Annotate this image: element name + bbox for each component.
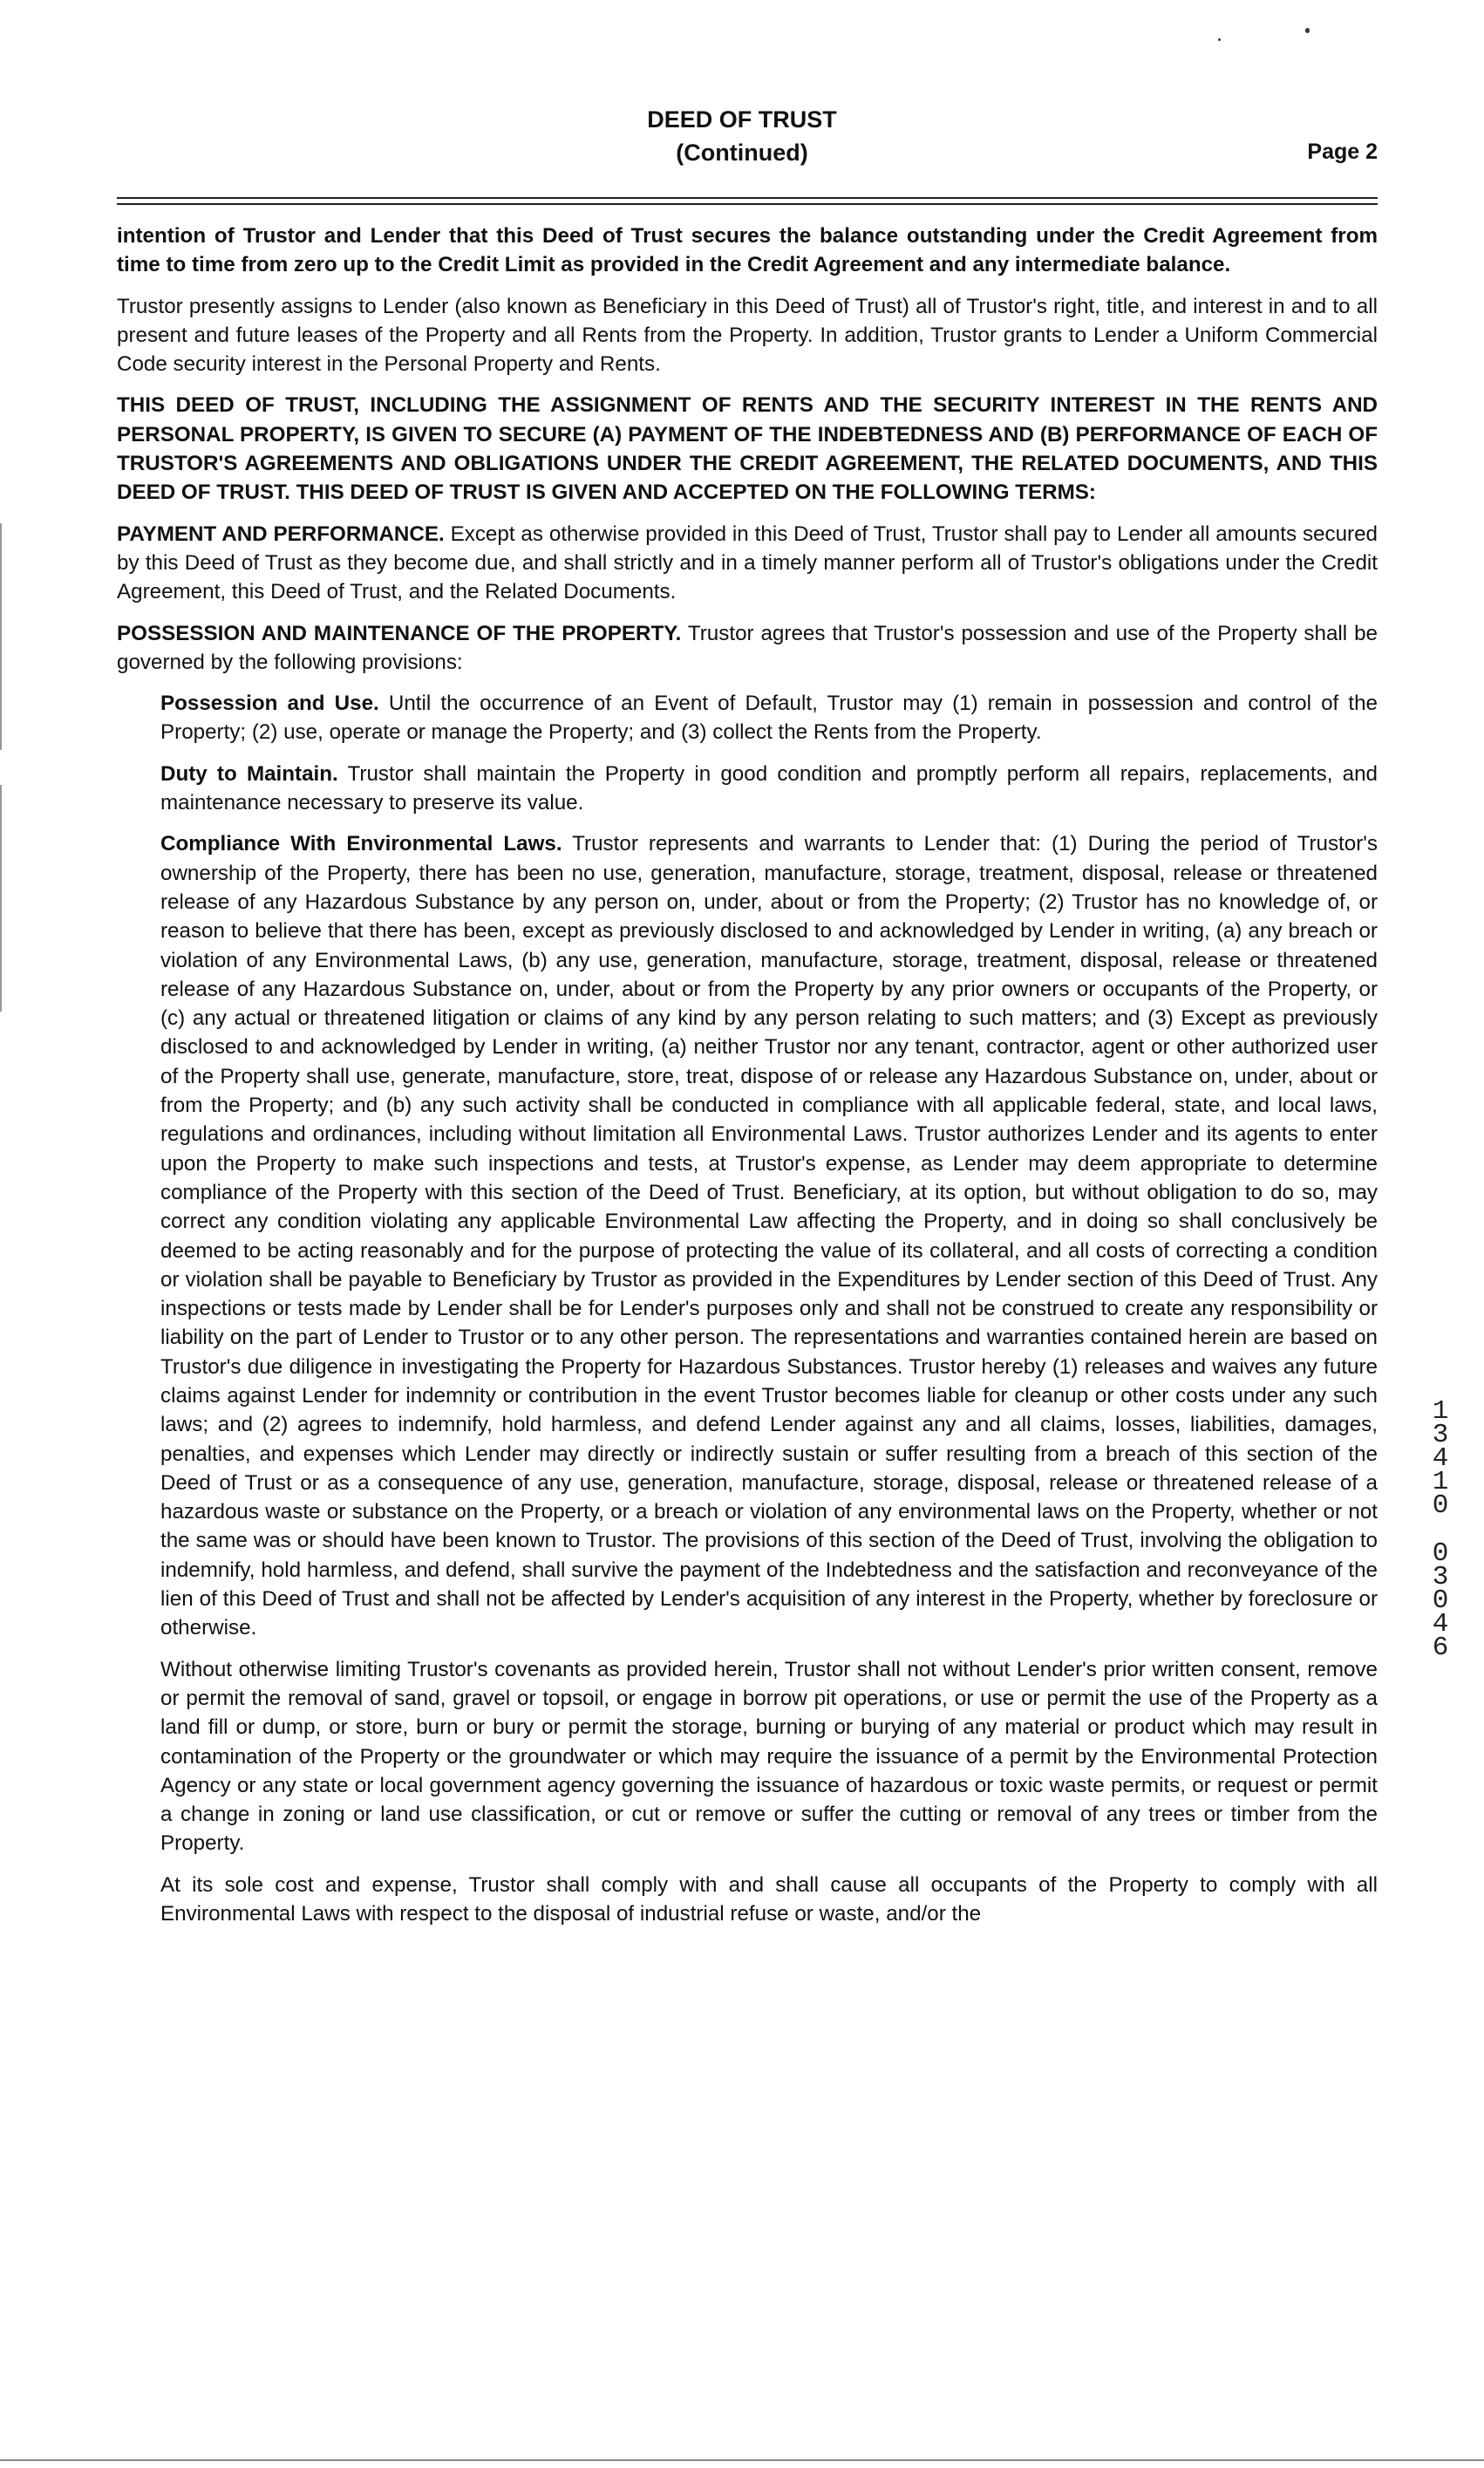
stamp-digit: 3 [1432,1420,1449,1450]
header-rule-top [117,197,1378,199]
section-text: Trustor agrees that Trustor's possession and use of the Property shall be governed by the following provisions: [117,621,1378,674]
paragraph-duty-to-maintain [117,760,1378,818]
paragraph-terms-heading: THIS DEED OF TRUST, INCLUDING THE ASSIGNMENT OF RENTS AND THE SECURITY INTEREST IN THE RENTS AND PERSONAL PROPERTY, IS GIVEN TO SECURE (A) PAYMENT OF THE INDEBTEDNESS AND (B) PERFORMANCE OF EACH OF TRUSTOR'S AGREEMENTS AND OBLIGATIONS UNDER THE CREDIT AGREEMENT, THE RELATED DOCUMENTS, AND THIS DEED OF TRUST. THIS DEED OF TRUST IS GIVEN AND ACCEPTED ON THE FOLLOWING TERMS: [117,393,1378,505]
margin-recording-stamp [1423,1396,1458,1663]
paragraph-cost-expense: At its sole cost and expense, Trustor shall comply with and shall cause all occupants of the Property to comply with all Environmental Laws with respect to the disposal of industrial refuse or waste, and/or the [160,1872,1378,1926]
subsection-text: Trustor shall maintain the Property in good condition and promptly perform all repairs, replacements, and maintenance necessary to preserve its value. [160,761,1378,815]
document-subtitle: (Continued) [676,140,808,166]
paragraph-environmental-compliance [117,829,1378,1642]
paragraph-possession-maintenance [117,619,1378,678]
section-text: Except as otherwise provided in this Deed of Trust, Trustor shall pay to Lender all amounts secured by this Deed of Trust as they become due, and shall strictly and in a timely manner perform all of Trustor's obligations under the Credit Agreement, this Deed of Trust, and the Related Documents. [117,522,1378,604]
scan-bottom-edge [0,2459,1484,2461]
stamp-digit: 4 [1432,1443,1449,1474]
page-number: Page 2 [1307,140,1378,164]
subsection-heading: Compliance With Environmental Laws. [160,832,562,856]
scan-edge-line [0,523,2,750]
document-title: DEED OF TRUST [647,106,837,133]
paragraph-payment-performance [117,520,1378,607]
scan-speck [1218,38,1221,41]
stamp-digit: 0 [1432,1585,1449,1616]
paragraph-assignment: Trustor presently assigns to Lender (also known as Beneficiary in this Deed of Trust) all of Trustor's right, title, and interest in and to all present and future leases of the Property and all Rents from the Property. In addition, Trustor grants to Lender a Uniform Commercial Code security interest in the Personal Property and Rents. [117,294,1378,377]
subsection-text: Trustor represents and warrants to Lender that: (1) During the period of Trustor's ownership of the Property, there has been no use, generation, manufacture, storage, treatment, disposal, release or threatened release of any Hazardous Substance by any person on, under, about or from the Property; (2) Trustor has no knowledge of, or reason to believe that there has been, except as previously disclosed to and acknowledged by Lender in writing, (a) any breach or violation of any Environmental Laws, (b) any use, generation, manufacture, storage, treatment, disposal, release or threatened release of any Hazardous Substance on, under, about or from the Property by any prior owners or occupants of the Property, or (c) any actual or threatened litigation or claims of any kind by any person relating to such matters; and (3) Except as previously disclosed to and acknowledged by Lender in writing, (a) neither Trustor nor any tenant, contractor, agent or other authorized user of the Property shall use, generate, manufacture, store, treat, dispose of or release any Hazardous Substance on, under, about or from the Property; and (b) any such activity shall be conducted in compliance with all applicable federal, state, and local laws, regulations and ordinances, including without limitation all Environmental Laws. Trustor authorizes Lender and its agents to enter upon the Property to make such inspections and tests, at Trustor's expense, as Lender may deem appropriate to determine compliance of the Property with this section of the Deed of Trust. Beneficiary, at its option, but without obligation to do so, may correct any condition violating any applicable Environmental Law affecting the Property, and in doing so shall conclusively be deemed to be acting reasonably and for the purpose of protecting the value of its collateral, and all costs of correcting a condition or violation shall be payable to Beneficiary by Trustor as provided in the Expenditures by Lender section of this Deed of Trust. Any inspections or tests made by Lender shall be for Lender's purposes only and shall not be construed to create any responsibility or liability on the part of Lender to Trustor or to any other person. The representations and warranties contained herein are based on Trustor's due diligence in investigating the Property for Hazardous Substances. Trustor hereby (1) releases and waives any future claims against Lender for indemnity or contribution in the event Trustor becomes liable for cleanup or other costs under any such laws; and (2) agrees to indemnify, hold harmless, and defend Lender against any and all claims, losses, liabilities, damages, penalties, and expenses which Lender may directly or indirectly sustain or suffer resulting from a breach of this section of the Deed of Trust or as a consequence of any use, generation, manufacture, storage, disposal, release or threatened release of a hazardous waste or substance on the Property, or a breach or violation of any environmental laws on the Property, whether or not the same was or should have been known to Trustor. The provisions of this section of the Deed of Trust, involving the obligation to indemnify, hold harmless, and defend, shall survive the payment of the Indebtedness and the satisfaction and reconveyance of the lien of this Deed of Trust and shall not be affected by Lender's acquisition of any interest in the Property, whether by foreclosure or otherwise. [160,832,1378,1640]
paragraph-possession-use [117,689,1378,747]
subsection-heading: Duty to Maintain. [160,761,338,786]
stamp-digit: 1 [1432,1396,1449,1427]
header-rule-bottom [117,203,1378,205]
paragraph-credit-limit: intention of Trustor and Lender that this Deed of Trust secures the balance outstanding under the Credit Agreement from time to time from zero up to the Credit Limit as provided in the Credit Agreement and any intermediate balance. [117,224,1378,277]
scan-speck [1305,28,1310,33]
stamp-digit: 6 [1432,1633,1449,1663]
stamp-digit: 1 [1432,1467,1449,1497]
section-heading: PAYMENT AND PERFORMANCE. [117,522,445,546]
stamp-digit: 0 [1432,1490,1449,1521]
paragraph-covenants: Without otherwise limiting Trustor's covenants as provided herein, Trustor shall not without Lender's prior written consent, remove or permit the removal of sand, gravel or topsoil, or engage in borrow pit operations, or use or permit the use of the Property as a land fill or dump, or store, burn or bury or permit the storage, burning or burying of any material or product which may result in contamination of the Property or the groundwater or which may require the issuance of a permit by the Environmental Protection Agency or any state or local government agency governing the issuance of hazardous or toxic waste permits, or request or permit a change in zoning or land use classification, or cut or remove or suffer the cutting or removal of any trees or timber from the Property. [160,1657,1378,1856]
section-heading: POSSESSION AND MAINTENANCE OF THE PROPERTY. [117,621,682,645]
stamp-digit: 4 [1432,1609,1449,1640]
scan-edge-line [0,785,2,1012]
stamp-digit: 0 [1432,1538,1449,1569]
subsection-heading: Possession and Use. [160,692,379,716]
subsection-text: Until the occurrence of an Event of Default, Trustor may (1) remain in possession and control of the Property; (2) use, operate or manage the Property; and (3) collect the Rents from the Property. [160,692,1378,745]
stamp-digit: 3 [1432,1562,1449,1592]
document-body [117,222,1378,1940]
